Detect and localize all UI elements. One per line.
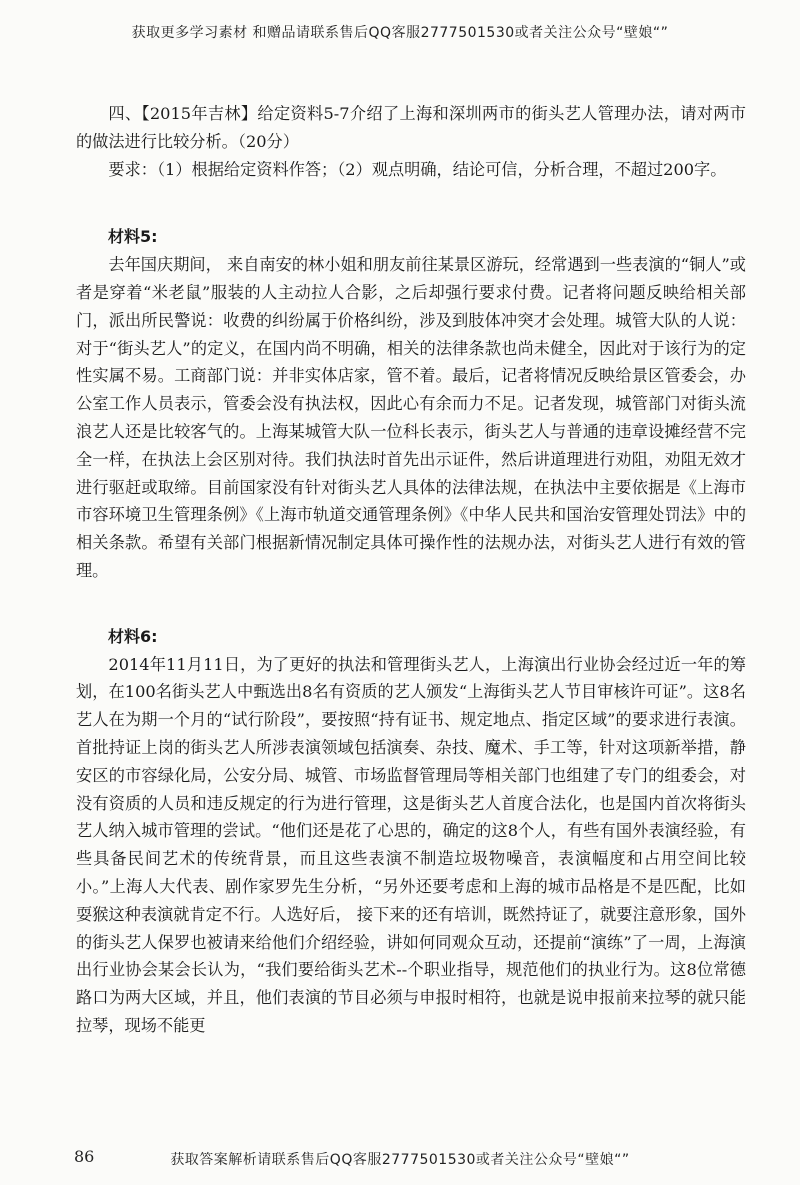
material-5-title: 材料5: xyxy=(108,227,158,247)
page-header: 获取更多学习素材 和赠品请联系售后QQ客服2777501530或者关注公众号“壁娘“” xyxy=(131,25,669,41)
page-number: 86 xyxy=(74,1147,95,1166)
page-footer xyxy=(0,1147,800,1171)
material-6-text: 2014年11月11日，为了更好的执法和管理街头艺人，上海演出行业协会经过近一年的筹划，在100名街头艺人中甄选出8名有资质的艺人颁发“上海街头艺人节目审核许可证”。这8名艺人在为期一个月的“试行阶段”，要按照“持有证书、规定地点、指定区域”的要求进行表演。首批持证上岗的街头艺人所涉表演领域包括演奏、杂技、魔术、手工等，针对这项新举措，静安区的市容绿化局，公安分局、城管、市场监督管理局等相关部门也组建了专门的组委会，对没有资质的人员和违反规定的行为进行管理，这是街头艺人首度合法化，也是国内首次将街头艺人纳入城市管理的尝试。“他们还是花了心思的，确定的这8个人，有些有国外表演经验，有些具备民间艺术的传统背景，而且这些表演不制造垃圾物噪音，表演幅度和占用空间比较小。”上海人大代表、剧作家罗先生分析，“另外还要考虑和上海的城市品格是不是匹配，比如耍猴这种表演就肯定不行。人选好后， 接下来的还有培训，既然持证了，就要注意形象，国外的街头艺人保罗也被请来给他们介绍经验，讲如何同观众互动，还提前“演练”了一周，上海演出行业协会某会长认为，“我们要给街头艺术--个职业指导，规范他们的执业行为。这8位常德路口为两大区域，并且，他们表演的节目必须与申报时相符，也就是说申报前来拉琴的就只能拉琴，现场不能更 xyxy=(76,654,746,1035)
footer-text: 获取答案解析请联系售后QQ客服2777501530或者关注公众号“壁娘“” xyxy=(170,1152,630,1168)
document-body xyxy=(76,100,746,1040)
question-text: 四、【2015年吉林】给定资料5-7介绍了上海和深圳两市的街头艺人管理办法，请对两市的做法进行比较分析。（20分） xyxy=(76,104,746,151)
requirements-text: 要求：（1）根据给定资料作答；（2）观点明确，结论可信，分析合理，不超过200字。 xyxy=(108,159,727,179)
material-6-title: 材料6: xyxy=(108,626,158,646)
material-5-text: 去年国庆期间， 来自南安的林小姐和朋友前往某景区游玩，经常遇到一些表演的“铜人”或者是穿着“米老鼠”服装的人主动拉人合影，之后却强行要求付费。记者将问题反映给相关部门，派出所民警说：收费的纠纷属于价格纠纷，涉及到肢体冲突才会处理。城管大队的人说：对于“街头艺人”的定义，在国内尚不明确，相关的法律条款也尚未健全，因此对于该行为的定性实属不易。工商部门说：并非实体店家，管不着。最后，记者将情况反映给景区管委会，办公室工作人员表示，管委会没有执法权，因此心有余而力不足。记者发现，城管部门对街头流浪艺人还是比较客气的。上海某城管大队一位科长表示，街头艺人与普通的违章设摊经营不完全一样，在执法上会区别对待。我们执法时首先出示证件，然后讲道理进行劝阻，劝阻无效才进行驱赶或取缔。目前国家没有针对街头艺人具体的法律法规，在执法中主要依据是《上海市市容环境卫生管理条例》《上海市轨道交通管理条例》《中华人民共和国治安管理处罚法》中的相关条款。希望有关部门根据新情况制定具体可操作性的法规办法，对街头艺人进行有效的管理。 xyxy=(76,255,746,580)
